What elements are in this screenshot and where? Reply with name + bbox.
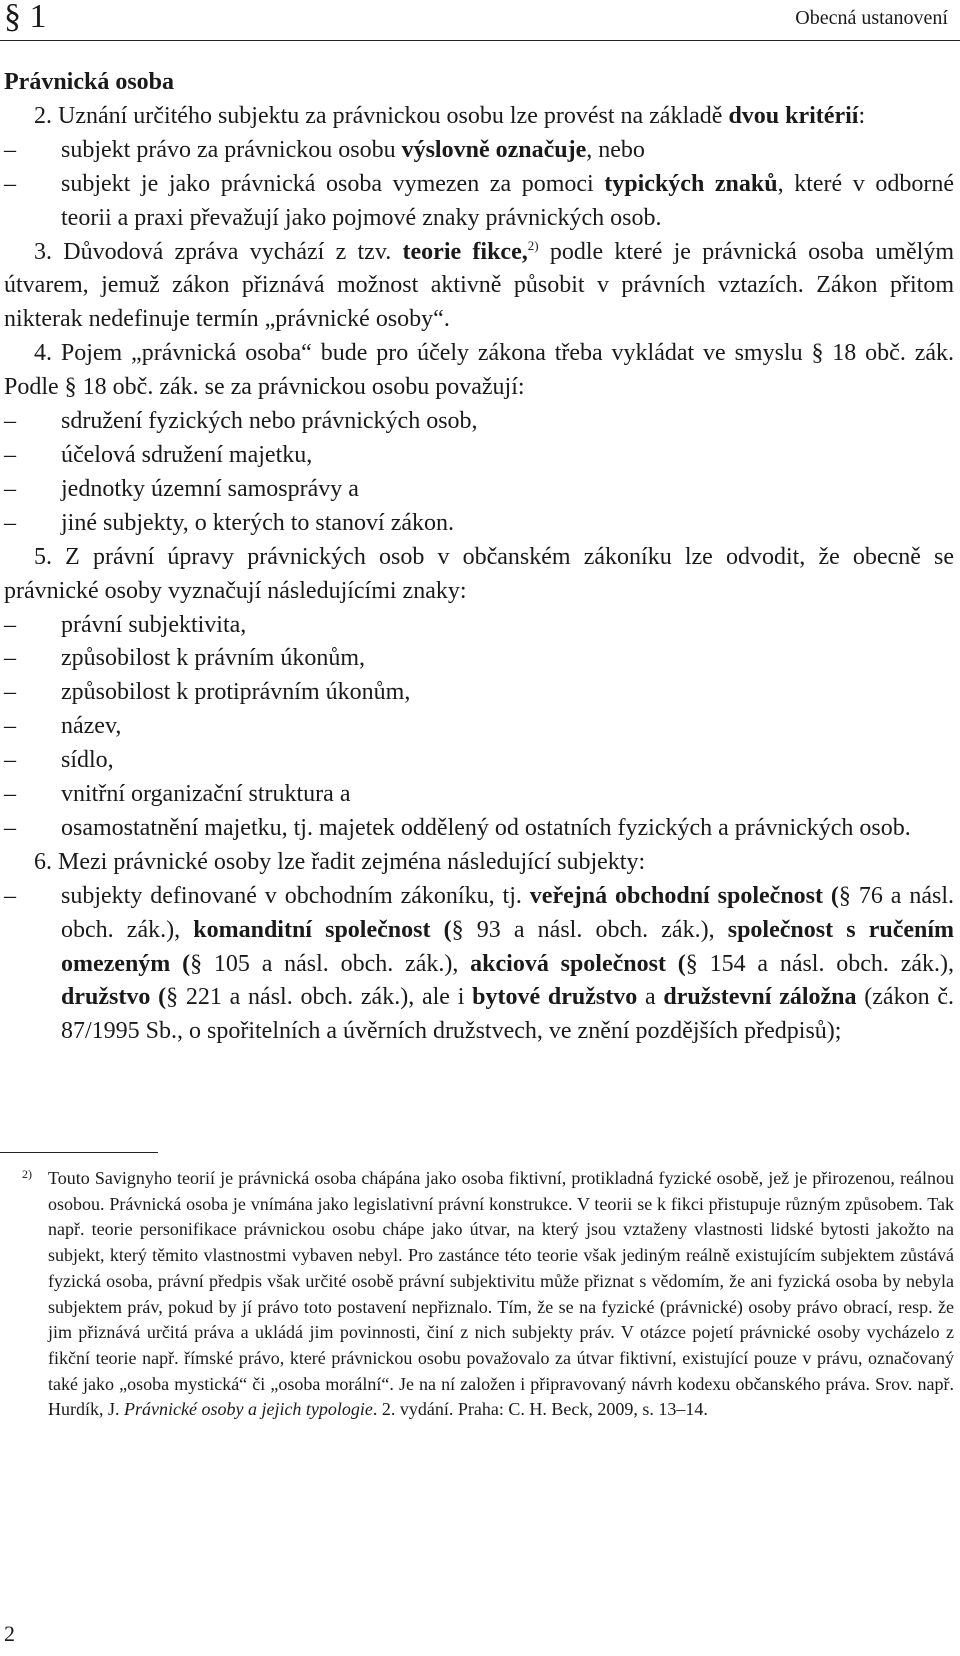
paragraph-4: 4. Pojem „právnická osoba“ bude pro účely zákona třeba vykládat ve smyslu § 18 obč. zák. Podle § 18 obč. zák. se za právnickou osobu považují: [4, 340, 954, 401]
text-run: § 105 a násl. obch. zák.), [190, 950, 471, 977]
footnote-mark: 2) [22, 1167, 32, 1181]
page-number: 2 [4, 1621, 15, 1646]
text-run: : [858, 102, 866, 129]
paragraph-5: 5. Z právní úpravy právnických osob v občanském zákoníku lze odvodit, že obecně se právnické osoby vyznačují následujícími znaky: [4, 543, 954, 604]
text-run: § 221 a násl. obch. zák.), ale i [166, 984, 473, 1011]
running-title: Obecná ustanovení [795, 7, 948, 29]
emphasis: komanditní společnost ( [193, 916, 452, 943]
list-item: – jiné subjekty, o kterých to stanoví zákon. [4, 507, 954, 541]
emphasis: teorie fikce, [402, 238, 528, 265]
emphasis: veřejná obchodní společnost ( [529, 882, 839, 909]
emphasis: družstvo ( [61, 984, 167, 1011]
list-item: – název, [4, 710, 954, 744]
cited-title: Právnické osoby a jejich typologie [124, 1399, 373, 1420]
emphasis: typických znaků [604, 170, 778, 197]
emphasis: bytové družstvo [472, 984, 638, 1011]
text-run: podle které je právnická osoba umělým útvarem, jemuž zákon přiznává možnost aktivně působit v právních vztazích. Zákon přitom nikterak nedefinuje termín „právnické osoby“. [4, 238, 954, 333]
text-run: Touto Savignyho teorií je právnická osoba chápána jako osoba fiktivní, protikladná fyzické osobě, jež je přirozenou, reálnou osobou. Právnická osoba je vnímána jako legislativní právní konstrukce. V teorii se k fikci přistupuje různým způsobem. Tak např. teorie personifikace právnickou osobu chápe jako útvar, na který jsou vztaženy vlastnosti lidské bytosti jakožto na subjekt, který těmito vlastnostmi vybaven nebyl. Pro zastánce této teorie však jediným reálně existujícím subjektem zůstává fyzická osoba, právní předpis však určité osobě právní subjektivitu může přiznat s vědomím, že ani fyzická osoba by nebyla subjektem práv, pokud by jí právo toto postavení nepřiznalo. Tím, že se na fyzické (právnické) osoby právo obrací, resp. že jim přiznává určitá práva a ukládá jim povinnosti, činí z nich subjekty práv. V otázce pojetí právnické osoby vycházelo z fikční teorie např. římské právo, které právnickou osobu považovalo za útvar fiktivní, existující pouze v právu, označovaný také jako „osoba mystická“ či „osoba morální“. Je na ní založen i připravovaný návrh kodexu občanského práva. Srov. např. Hurdík, J. [48, 1168, 954, 1420]
text-run: § 76 a násl. obch. zák.), [61, 882, 955, 943]
text-run: , nebo [586, 136, 645, 163]
text-run: 3. Důvodová zpráva vychází z tzv. [34, 238, 403, 265]
footnote-rule [0, 1152, 158, 1153]
paragraph-6: 6. Mezi právnické osoby lze řadit zejména následující subjekty: [34, 848, 646, 875]
text-run: subjekty definované v obchodním zákoníku, tj. [61, 882, 530, 909]
text-run: subjekt právo za právnickou osobu [61, 136, 402, 163]
emphasis: družstevní záložna [663, 984, 857, 1011]
list-item: – účelová sdružení majetku, [4, 439, 954, 473]
section-number: § 1 [4, 0, 47, 35]
emphasis: výslovně označuje [401, 136, 587, 163]
list-item [4, 134, 954, 168]
page-header [0, 0, 960, 40]
list-item [4, 880, 954, 1050]
text-run: (zákon č. 87/1995 Sb., o spořitelních a úvěrních družstvech, ve znění pozdějších předpisů); [61, 984, 954, 1045]
subheading: Právnická osoba [4, 69, 175, 95]
main-text [4, 66, 954, 1049]
paragraph-2 [4, 100, 954, 134]
text-run: § 93 a násl. obch. zák.), [451, 916, 728, 943]
text-run: , které v odborné teorii a praxi převažují jako pojmové znaky právnických osob. [61, 170, 955, 231]
list-item: – způsobilost k právním úkonům, [4, 642, 954, 676]
list-item: – způsobilost k protiprávním úkonům, [4, 676, 954, 710]
text-run: a [637, 984, 664, 1011]
footnote [4, 1166, 954, 1423]
list-item: – jednotky územní samosprávy a [4, 473, 954, 507]
footnote-text [48, 1166, 954, 1423]
list-item: – právní subjektivita, [4, 609, 954, 643]
emphasis: akciová společnost ( [470, 950, 686, 977]
list-item: – osamostatnění majetku, tj. majetek oddělený od ostatních fyzických a právnických osob. [4, 812, 954, 846]
text-run: subjekt je jako právnická osoba vymezen za pomoci [61, 170, 605, 197]
list-item: – vnitřní organizační struktura a [4, 778, 954, 812]
text-run: . 2. vydání. Praha: C. H. Beck, 2009, s. 13–14. [372, 1399, 708, 1420]
list-item: – sídlo, [4, 744, 954, 778]
header-rule [0, 40, 960, 41]
list-item [4, 168, 954, 236]
paragraph-3 [4, 236, 954, 338]
footnote-reference: 2) [527, 237, 539, 253]
emphasis: dvou kritérií [728, 102, 859, 129]
text-run: 2. Uznání určitého subjektu za právnickou osobu lze provést na základě [34, 102, 729, 129]
list-item: – sdružení fyzických nebo právnických osob, [4, 405, 954, 439]
emphasis: společnost s ručením omezeným ( [61, 916, 955, 977]
text-run: § 154 a násl. obch. zák.), [685, 950, 955, 977]
